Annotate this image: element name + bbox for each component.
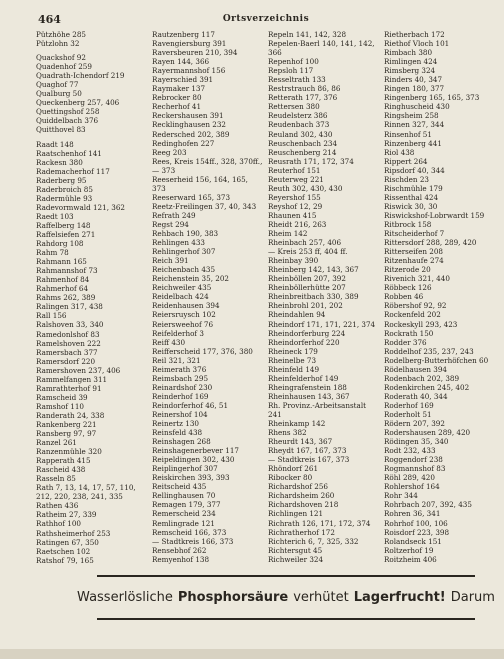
index-entry: Rheindorf 171, 171, 221, 374: [268, 319, 376, 329]
index-entry: Reimerath 376: [152, 364, 207, 374]
index-entry: Rautzenberg 117: [152, 30, 215, 39]
index-entry: Ringen 180, 377: [384, 84, 445, 94]
index-entry: Rimbach 380: [384, 48, 433, 58]
index-entry: Reeg 203: [152, 147, 187, 157]
index-entry: Rheinbreitbach 330, 389: [268, 292, 359, 302]
index-entry: Rissenthal 424: [384, 192, 439, 202]
index-entry: Rodershausen 289, 420: [384, 428, 471, 438]
index-entry: Quettingshof 258: [36, 107, 100, 117]
index-entry: Rasseln 85: [36, 474, 76, 484]
index-entry: Rhöndorf 261: [268, 464, 319, 474]
index-entry: Ranzenmühle 320: [36, 447, 102, 457]
index-entry: Radermühle 93: [36, 193, 93, 203]
index-entry: Rodt 232, 433: [384, 446, 436, 456]
index-entry: Raffelsiefen 271: [36, 229, 96, 239]
index-entry: Rolandseck 151: [384, 536, 442, 546]
index-entry: Rheinkamp 142: [268, 419, 326, 429]
index-entry: Rietherbach 172: [384, 30, 445, 39]
index-entry: Rayen 144, 366: [152, 57, 210, 67]
index-entry: — Kreis 253 ff, 404 ff.: [268, 247, 348, 257]
index-entry: Richardsheim 260: [268, 491, 335, 501]
index-entry: Reinshagenerbever 117: [152, 446, 239, 456]
index-entry: Rischden 23: [384, 174, 429, 184]
index-entry: Reyshof 12, 29: [268, 201, 323, 211]
index-entry: Radevormwald 121, 362: [36, 202, 125, 212]
index-entry: Rayerschied 391: [152, 75, 214, 85]
index-entry: Rh. Provinz.-Arbeitsanstalt: [268, 400, 367, 410]
index-entry: Rackesn 380: [36, 157, 83, 167]
index-entry: Richweiler 324: [268, 554, 324, 564]
index-entry: Queckenberg 257, 406: [36, 98, 120, 108]
index-entry: Redersched 202, 389: [152, 129, 230, 139]
index-entry: Rahmann 165: [36, 257, 87, 267]
index-entry: Raffelberg 148: [36, 220, 91, 230]
index-entry: Randerath 24, 338: [36, 410, 105, 420]
index-entry: 373: [152, 183, 166, 193]
index-entry: Raadt 148: [36, 139, 74, 149]
index-entry: Repeln 141, 142, 328: [268, 30, 347, 39]
index-entry: Reyershof 155: [268, 192, 321, 202]
index-entry: Rheineck 179: [268, 346, 318, 356]
index-entry: Ransberg 97, 97: [36, 429, 97, 439]
index-entry: Quackshof 92: [36, 53, 86, 63]
index-entry: Richtersgut 45: [268, 545, 323, 555]
index-entry: Raversbeuren 210, 394: [152, 48, 238, 58]
index-entry: Richterich 6, 7, 325, 332: [268, 536, 359, 546]
index-entry: Reudenbach 373: [268, 120, 330, 130]
index-entry: Ritterseifen 208: [384, 247, 443, 257]
page-bottom-edge: [0, 649, 504, 659]
index-entry: Quaghof 77: [36, 80, 79, 90]
index-entry: Rheinböllerhütte 207: [268, 283, 346, 293]
index-entry: Richrath 126, 171, 172, 374: [268, 518, 371, 528]
index-entry: Reiskirchen 393, 393: [152, 473, 230, 483]
index-entry: Reckershausen 391: [152, 111, 224, 121]
index-entry: Quadrath-Ichendorf 219: [36, 71, 125, 81]
index-entry: Rinders 40, 347: [384, 75, 443, 85]
index-entry: Resseltrath 133: [268, 75, 326, 85]
index-entry: Reichenbach 435: [152, 265, 216, 275]
index-entry: Reinshagen 268: [152, 437, 211, 447]
index-entry: Ramersbach 377: [36, 347, 98, 357]
index-entry: Rees, Kreis 154ff., 328, 370ff.,: [152, 156, 263, 166]
index-entry: Ritbrock 158: [384, 219, 432, 229]
index-entry: Rhens 382: [268, 428, 307, 438]
index-entry: Rohr 344: [384, 491, 418, 501]
index-column-3: [268, 30, 380, 565]
index-entry: Ranzel 261: [36, 438, 77, 448]
index-entry: Ralshoven 33, 340: [36, 320, 104, 330]
index-entry: 241: [268, 409, 282, 419]
index-entry: Ramscheid 39: [36, 392, 88, 402]
index-entry: Quadenhof 259: [36, 62, 92, 72]
index-entry: Riol 438: [384, 147, 415, 157]
index-entry: Rettersen 380: [268, 102, 320, 112]
index-entry: Rodenkirchen 245, 402: [384, 382, 470, 392]
index-columns: [36, 30, 498, 565]
index-entry: Reinardshof 230: [152, 382, 213, 392]
index-entry: Remagen 179, 377: [152, 500, 221, 510]
page-header: [38, 13, 494, 27]
index-entry: Rimsberg 324: [384, 66, 436, 76]
index-entry: [152, 564, 264, 565]
index-entry: Repelen-Baerl 140, 141, 142,: [268, 39, 375, 49]
index-entry: Reichweiler 435: [152, 283, 212, 293]
index-entry: Ritzenhaufe 274: [384, 256, 444, 266]
index-entry: Reeserheid 156, 164, 165,: [152, 174, 248, 184]
index-entry: Reidenhausen 394: [152, 301, 220, 311]
index-entry: Richardshof 256: [268, 482, 328, 492]
ad-text-middle: verhütet: [293, 590, 349, 605]
index-entry: [384, 564, 496, 565]
index-entry: Reudelsterz 386: [268, 111, 328, 121]
index-entry: Rodenbach 202, 389: [384, 373, 460, 383]
index-entry: Ravengiersburg 391: [152, 39, 227, 49]
index-entry: — Stadtkreis 167, 373: [268, 455, 350, 465]
index-entry: Ramersdorf 220: [36, 356, 96, 366]
index-entry: Ringsheim 258: [384, 111, 439, 121]
index-entry: Rheinelbe 73: [268, 355, 317, 365]
index-entry: Röbershof 92, 92: [384, 301, 447, 311]
index-entry: Refrath 249: [152, 210, 196, 220]
index-entry: Remerscheid 234: [152, 509, 216, 519]
index-entry: Reich 391: [152, 256, 189, 266]
index-entry: Rammelfangen 311: [36, 374, 108, 384]
index-entry: Rodelberg-Butterhöfchen 60: [384, 355, 489, 365]
index-entry: Reusrath 171, 172, 374: [268, 156, 354, 166]
index-entry: Reinertz 130: [152, 419, 199, 429]
index-entry: Roggendorf 238: [384, 455, 443, 465]
index-entry: Rahms 262, 389: [36, 293, 96, 303]
index-entry: Reindorferhof 46, 51: [152, 400, 229, 410]
index-entry: Raetschen 102: [36, 546, 91, 556]
index-entry: Rheydt 167, 167, 373: [268, 446, 347, 456]
index-entry: Reetz-Freilingen 37, 40, 343: [152, 201, 257, 211]
index-entry: Reiplingerhof 307: [152, 464, 218, 474]
index-entry: Restrstrauch 86, 86: [268, 84, 341, 94]
index-entry: Rheinbrohl 201, 202: [268, 301, 343, 311]
index-entry: Pützhöhe 285: [36, 30, 86, 39]
index-entry: Rehlingerhof 307: [152, 247, 216, 257]
index-entry: Rahm 78: [36, 248, 69, 258]
index-entry: Reuterweg 221: [268, 174, 324, 184]
index-entry: Rapperath 415: [36, 456, 91, 466]
index-column-2: [152, 30, 264, 565]
index-entry: Reinderhof 169: [152, 391, 209, 401]
index-entry: Redinghofen 227: [152, 138, 215, 148]
index-entry: Roisdorf 223, 398: [384, 527, 450, 537]
index-entry: Rogmannshof 83: [384, 464, 446, 474]
index-entry: Richardshoven 218: [268, 500, 339, 510]
ad-brand-word: Phosphorsäure: [177, 590, 289, 605]
index-entry: Reuland 302, 430: [268, 129, 333, 139]
index-entry: Rehbach 190, 383: [152, 229, 219, 239]
index-entry: Retterath 177, 376: [268, 93, 338, 103]
index-entry: 212, 220, 238, 241, 335: [36, 492, 123, 502]
index-entry: Reinershof 104: [152, 409, 208, 419]
index-entry: — Stadtkreis 166, 373: [152, 536, 234, 546]
index-entry: Ramelshoven 222: [36, 338, 101, 348]
index-entry: Quitthovel 83: [36, 125, 86, 135]
page-number: 464: [38, 13, 61, 26]
index-entry: Rheim 142: [268, 229, 308, 239]
index-entry: Rödingen 35, 340: [384, 437, 449, 447]
index-entry: Rheidt 216, 263: [268, 219, 327, 229]
index-entry: Rodder 376: [384, 337, 427, 347]
index-entry: Ringenberg 165, 165, 373: [384, 93, 480, 103]
index-entry: Raderberg 95: [36, 175, 87, 185]
index-entry: Reiersweehof 76: [152, 319, 214, 329]
index-entry: Reinsfeld 438: [152, 428, 203, 438]
index-entry: Recherhof 41: [152, 102, 202, 112]
index-entry: Remlingrade 121: [152, 518, 215, 528]
index-entry: Remscheid 166, 373: [152, 527, 227, 537]
index-entry: Ratheim 27, 339: [36, 510, 97, 520]
ad-emphasis: Lagerfrucht!: [353, 590, 446, 605]
index-entry: Ramshof 110: [36, 401, 84, 411]
index-entry: Rinsenhof 51: [384, 129, 432, 139]
index-entry: Richratherhof 172: [268, 527, 335, 537]
index-entry: Rohrhof 100, 106: [384, 518, 448, 528]
index-entry: Rödelhausen 394: [384, 364, 448, 374]
index-entry: Rathhof 100: [36, 519, 81, 529]
index-entry: Riswickshof-Lobrwardt 159: [384, 210, 485, 220]
index-entry: Rheinhausen 143, 367: [268, 391, 350, 401]
index-entry: Roderath 40, 344: [384, 391, 448, 401]
index-entry: Reichenstein 35, 202: [152, 274, 229, 284]
index-column-4: [384, 30, 496, 565]
index-entry: Rahmerhof 64: [36, 284, 89, 294]
index-entry: Ribocker 80: [268, 473, 313, 483]
index-entry: Rebrocker 80: [152, 93, 202, 103]
index-entry: Rohrbach 207, 392, 435: [384, 500, 472, 510]
index-entry: Röhl 289, 420: [384, 473, 435, 483]
index-entry: Rascheid 438: [36, 465, 86, 475]
index-entry: Rischmühle 179: [384, 183, 443, 193]
index-entry: Riethof Vloch 101: [384, 39, 450, 49]
index-entry: Rahmenhof 84: [36, 275, 90, 285]
index-entry: Rehlingen 433: [152, 238, 206, 248]
index-entry: — 373: [152, 165, 176, 175]
index-entry: Reitscheid 435: [152, 482, 207, 492]
index-entry: Rinnen 327, 344: [384, 120, 445, 130]
index-entry: Rheindahlen 94: [268, 310, 326, 320]
index-entry: Robben 46: [384, 292, 424, 302]
index-entry: Rohren 36, 341: [384, 509, 441, 519]
index-entry: Reuterhof 151: [268, 165, 321, 175]
index-entry: Reil 321, 321: [152, 355, 201, 365]
index-entry: Rahmannshof 73: [36, 266, 98, 276]
index-entry: Roddelhof 235, 237, 243: [384, 346, 474, 356]
index-entry: Rheinbay 390: [268, 256, 319, 266]
index-entry: Qualburg 50: [36, 89, 82, 99]
index-entry: Rippert 264: [384, 156, 428, 166]
index-entry: Rahdorg 108: [36, 239, 84, 249]
index-entry: Rockeskyll 293, 423: [384, 319, 458, 329]
ad-text-suffix: Darum: [450, 590, 495, 605]
index-entry: Regst 294: [152, 219, 189, 229]
index-entry: [268, 564, 380, 565]
index-entry: Rödern 207, 392: [384, 419, 445, 429]
index-entry: Reuschenberg 214: [268, 147, 337, 157]
index-entry: Rayermannshof 156: [152, 66, 226, 76]
index-entry: Raderbroich 85: [36, 184, 93, 194]
index-entry: Rimlingen 424: [384, 57, 438, 67]
index-entry: Reipeldingen 302, 430: [152, 455, 235, 465]
index-entry: Reidelbach 424: [152, 292, 209, 302]
index-entry: Quiddelbach 376: [36, 116, 99, 126]
index-entry: Rheingrafenstein 188: [268, 382, 347, 392]
index-entry: 366: [268, 48, 282, 58]
index-entry: Raymaker 137: [152, 84, 206, 94]
index-entry: Reeserward 165, 373: [152, 192, 231, 202]
index-entry: Roderhof 169: [384, 400, 434, 410]
index-entry: Ripsdorf 40, 344: [384, 165, 445, 175]
index-entry: Remyenhof 138: [152, 554, 210, 564]
index-column-1: [36, 30, 148, 565]
index-entry: Ramrathterhof 91: [36, 383, 102, 393]
index-entry: Recklinghausen 232: [152, 120, 226, 130]
index-entry: Rittersdorf 288, 289, 420: [384, 238, 477, 248]
index-entry: Reuth 302, 430, 430: [268, 183, 343, 193]
index-entry: Ralingen 317, 438: [36, 302, 103, 312]
index-entry: Raatschenhof 141: [36, 148, 102, 158]
ad-text-prefix: Wasserlösliche: [77, 590, 173, 605]
index-entry: Röbbeck 126: [384, 283, 432, 293]
index-entry: Rheinbach 257, 406: [268, 238, 342, 248]
index-entry: Reimsbach 295: [152, 373, 209, 383]
index-entry: Rivenich 321, 440: [384, 274, 450, 284]
index-entry: Raedt 103: [36, 211, 74, 221]
index-entry: Reiff 430: [152, 337, 186, 347]
index-entry: Rheurdt 143, 367: [268, 437, 333, 447]
index-entry: Rathsheimerhof 253: [36, 528, 111, 538]
index-entry: Reifferscheid 177, 376, 380: [152, 346, 253, 356]
index-entry: Roderholt 51: [384, 409, 432, 419]
index-entry: Rockrath 150: [384, 328, 434, 338]
index-entry: Roitzheim 406: [384, 554, 437, 564]
index-entry: Ramershoven 237, 406: [36, 365, 121, 375]
index-entry: Rheindorferhof 220: [268, 337, 340, 347]
index-entry: Ritscheiderhof 7: [384, 229, 445, 239]
index-entry: Rhaunen 415: [268, 210, 317, 220]
index-entry: Rheindorferburg 224: [268, 328, 346, 338]
index-entry: Reiersruysch 102: [152, 310, 216, 320]
index-entry: Rall 156: [36, 311, 67, 321]
index-entry: Rankenberg 221: [36, 419, 97, 429]
index-entry: Ratshof 79, 165: [36, 555, 94, 565]
index-entry: Rinzenberg 441: [384, 138, 442, 148]
index-entry: Ramedonlshof 83: [36, 329, 100, 339]
index-entry: Rheinböllen 207, 392: [268, 274, 346, 284]
index-entry: Richlingen 121: [268, 509, 324, 519]
index-entry: Rensebhof 262: [152, 545, 207, 555]
index-entry: Reuschenbach 234: [268, 138, 338, 148]
index-entry: Reifelderhof 3: [152, 328, 204, 338]
index-entry: Rellinghausen 70: [152, 491, 216, 501]
advertisement-banner: [77, 575, 495, 620]
index-entry: Rheinfeld 149: [268, 364, 320, 374]
index-entry: Rohlershof 164: [384, 482, 440, 492]
index-entry: Ritzerode 20: [384, 265, 431, 275]
index-entry: Pützlohn 32: [36, 39, 80, 49]
running-head: Ortsverzeichnis: [222, 14, 310, 24]
index-entry: Repsloh 117: [268, 66, 314, 76]
index-entry: Riswick 30, 30: [384, 201, 438, 211]
index-entry: Rheinberg 142, 143, 367: [268, 265, 359, 275]
index-entry: Ratingen 67, 350: [36, 537, 99, 547]
index-entry: Roltzerhof 19: [384, 545, 434, 555]
index-entry: Rademacherhof 117: [36, 166, 110, 176]
index-entry: Repenhof 100: [268, 57, 319, 67]
index-entry: Ringhuscheid 430: [384, 102, 450, 112]
index-entry: Rheinfelderhof 149: [268, 373, 339, 383]
index-entry: Rath 7, 13, 14, 17, 57, 110,: [36, 483, 136, 493]
index-entry: Rockenfeld 202: [384, 310, 441, 320]
index-entry: Rathen 436: [36, 501, 79, 511]
